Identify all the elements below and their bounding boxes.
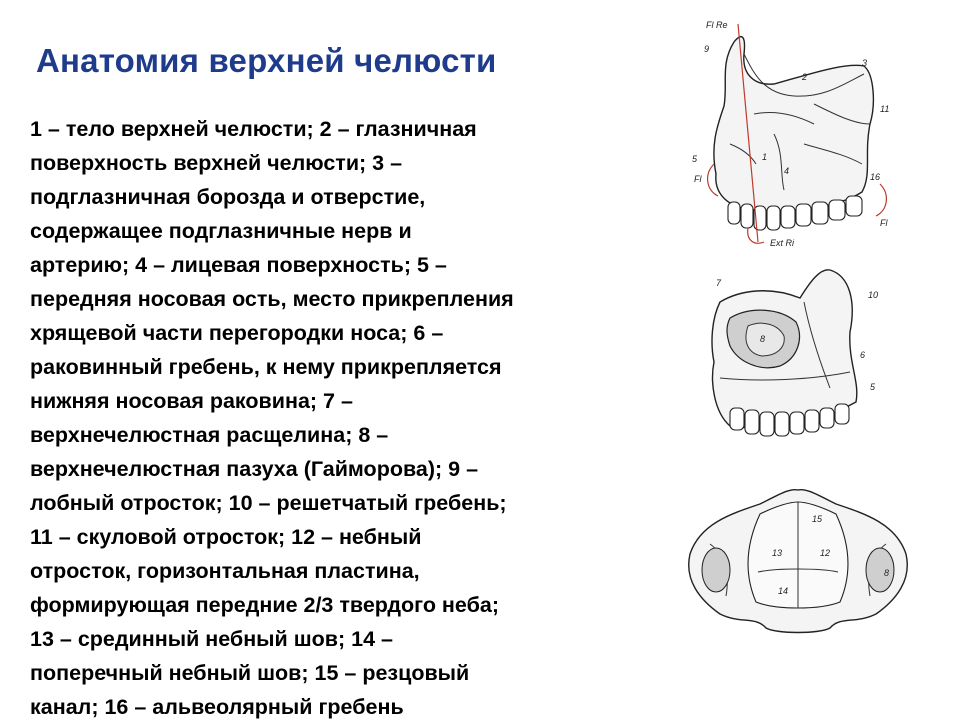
maxilla-lateral-illustration [684,14,910,254]
figure-label: 8 [884,568,890,578]
legend-line: поперечный небный шов; 15 – резцовый [30,661,470,685]
slide-title: Анатомия верхней челюсти [36,42,497,79]
legend-line: канал; 16 – альвеолярный гребень [30,695,404,719]
legend-line: лобный отросток; 10 – решетчатый гребень; [30,491,507,515]
figure-label: Fl [694,174,702,184]
figure-label: 4 [784,166,790,176]
legend-line: нижняя носовая раковина; 7 – [30,389,353,413]
figure-label: 16 [870,172,881,182]
legend-line: 13 – срединный небный шов; 14 – [30,627,393,651]
hard-palate-drawing [680,484,916,636]
figure-label: 8 [760,334,766,344]
legend-line: содержащее подглазничные нерв и [30,219,412,243]
legend-line: раковинный гребень, к нему прикрепляется [30,355,502,379]
maxilla-medial-drawing [700,262,886,452]
maxilla-lateral-drawing [684,14,910,254]
legend-line: поверхность верхней челюсти; 3 – [30,151,403,175]
figure-label: Ext Ri [770,238,795,248]
legend-text [30,112,670,724]
legend-line: 1 – тело верхней челюсти; 2 – глазничная [30,117,477,141]
legend-line: отросток, горизонтальная пластина, [30,559,420,583]
figure-label: 1 [762,152,768,162]
legend-line: подглазничная борозда и отверстие, [30,185,426,209]
figure-label: 7 [716,278,722,288]
figure-label: 15 [812,514,823,524]
legend-line: формирующая передние 2/3 твердого неба; [30,593,499,617]
figure-label: 14 [778,586,789,596]
figure-label: 6 [860,350,866,360]
legend-line: верхнечелюстная пазуха (Гайморова); 9 – [30,457,479,481]
figure-label: Fl [880,218,888,228]
legend-line: передняя носовая ость, место прикрепления [30,287,514,311]
figure-label: Fl Re [706,20,728,30]
figure-label: 12 [820,548,831,558]
figure-label: 11 [880,104,890,114]
figure-label: 10 [868,290,879,300]
figure-label: 13 [772,548,783,558]
figure-label: 3 [862,58,868,68]
legend-line: артерию; 4 – лицевая поверхность; 5 – [30,253,447,277]
hard-palate-illustration [680,484,916,636]
legend-line: верхнечелюстная расщелина; 8 – [30,423,389,447]
figure-label: 2 [802,72,808,82]
legend-line: хрящевой части перегородки носа; 6 – [30,321,444,345]
legend-line: 11 – скуловой отросток; 12 – небный [30,525,422,549]
figure-label: 5 [870,382,876,392]
figure-label: 5 [692,154,698,164]
maxilla-medial-illustration [700,262,886,452]
figure-label: 9 [704,44,710,54]
